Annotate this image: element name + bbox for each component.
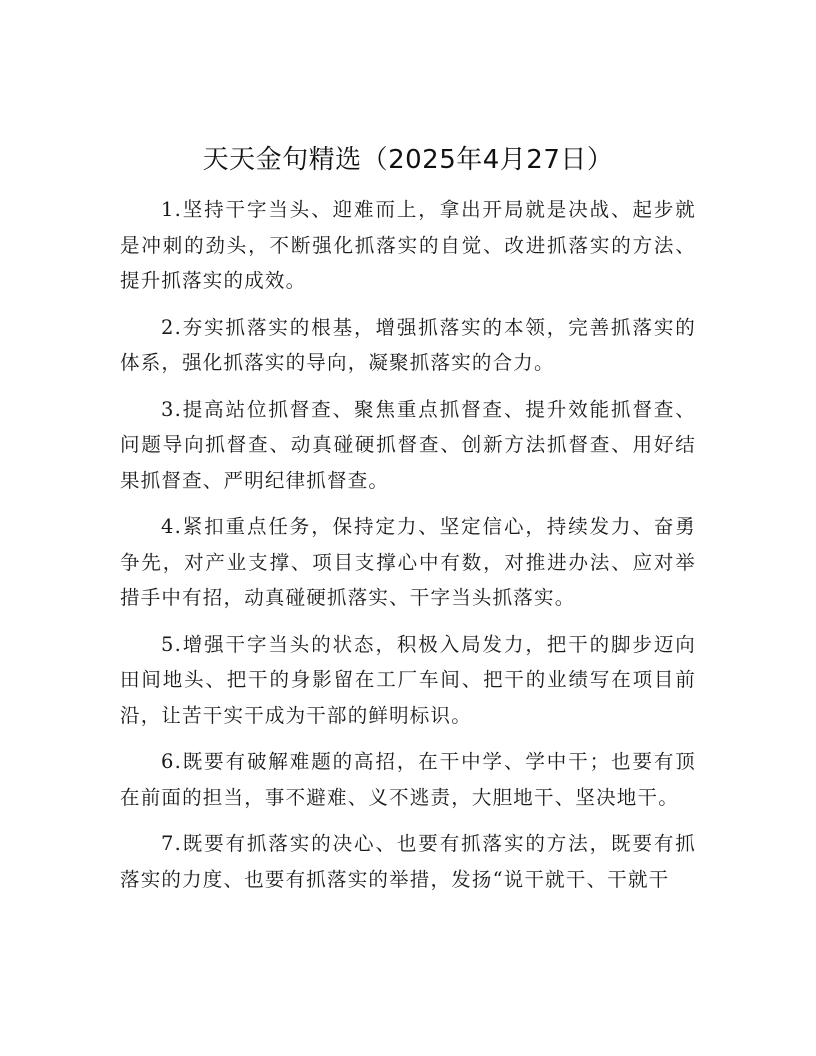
paragraph-6: 6.既要有破解难题的高招，在干中学、学中干；也要有顶在前面的担当，事不避难、义不逃责，大胆地干、坚决地干。	[120, 750, 696, 809]
paragraph-3: 3.提高站位抓督查、聚焦重点抓督查、提升效能抓督查、问题导向抓督查、动真碰硬抓督查、创新方法抓督查、用好结果抓督查、严明纪律抓督查。	[120, 397, 696, 492]
page-title: 天天金句精选（2025年4月27日）	[202, 145, 614, 175]
paragraph-4: 4.紧扣重点任务，保持定力、坚定信心，持续发力、奋勇争先，对产业支撑、项目支撑心中有数，对推进办法、应对举措手中有招，动真碰硬抓落实、干字当头抓落实。	[120, 515, 696, 609]
document-body	[120, 192, 696, 908]
paragraph-2: 2.夯实抓落实的根基，增强抓落实的本领，完善抓落实的体系，强化抓落实的导向，凝聚抓落实的合力。	[120, 315, 696, 374]
paragraph-5: 5.增强干字当头的状态，积极入局发力，把干的脚步迈向田间地头、把干的身影留在工厂车间、把干的业绩写在项目前沿，让苦干实干成为干部的鲜明标识。	[120, 632, 696, 727]
paragraph-1: 1.坚持干字当头、迎难而上，拿出开局就是决战、起步就是冲刺的劲头，不断强化抓落实的自觉、改进抓落实的方法、提升抓落实的成效。	[120, 198, 696, 292]
paragraph-7: 7.既要有抓落实的决心、也要有抓落实的方法，既要有抓落实的力度、也要有抓落实的举措，发扬“说干就干、干就干	[120, 832, 696, 891]
